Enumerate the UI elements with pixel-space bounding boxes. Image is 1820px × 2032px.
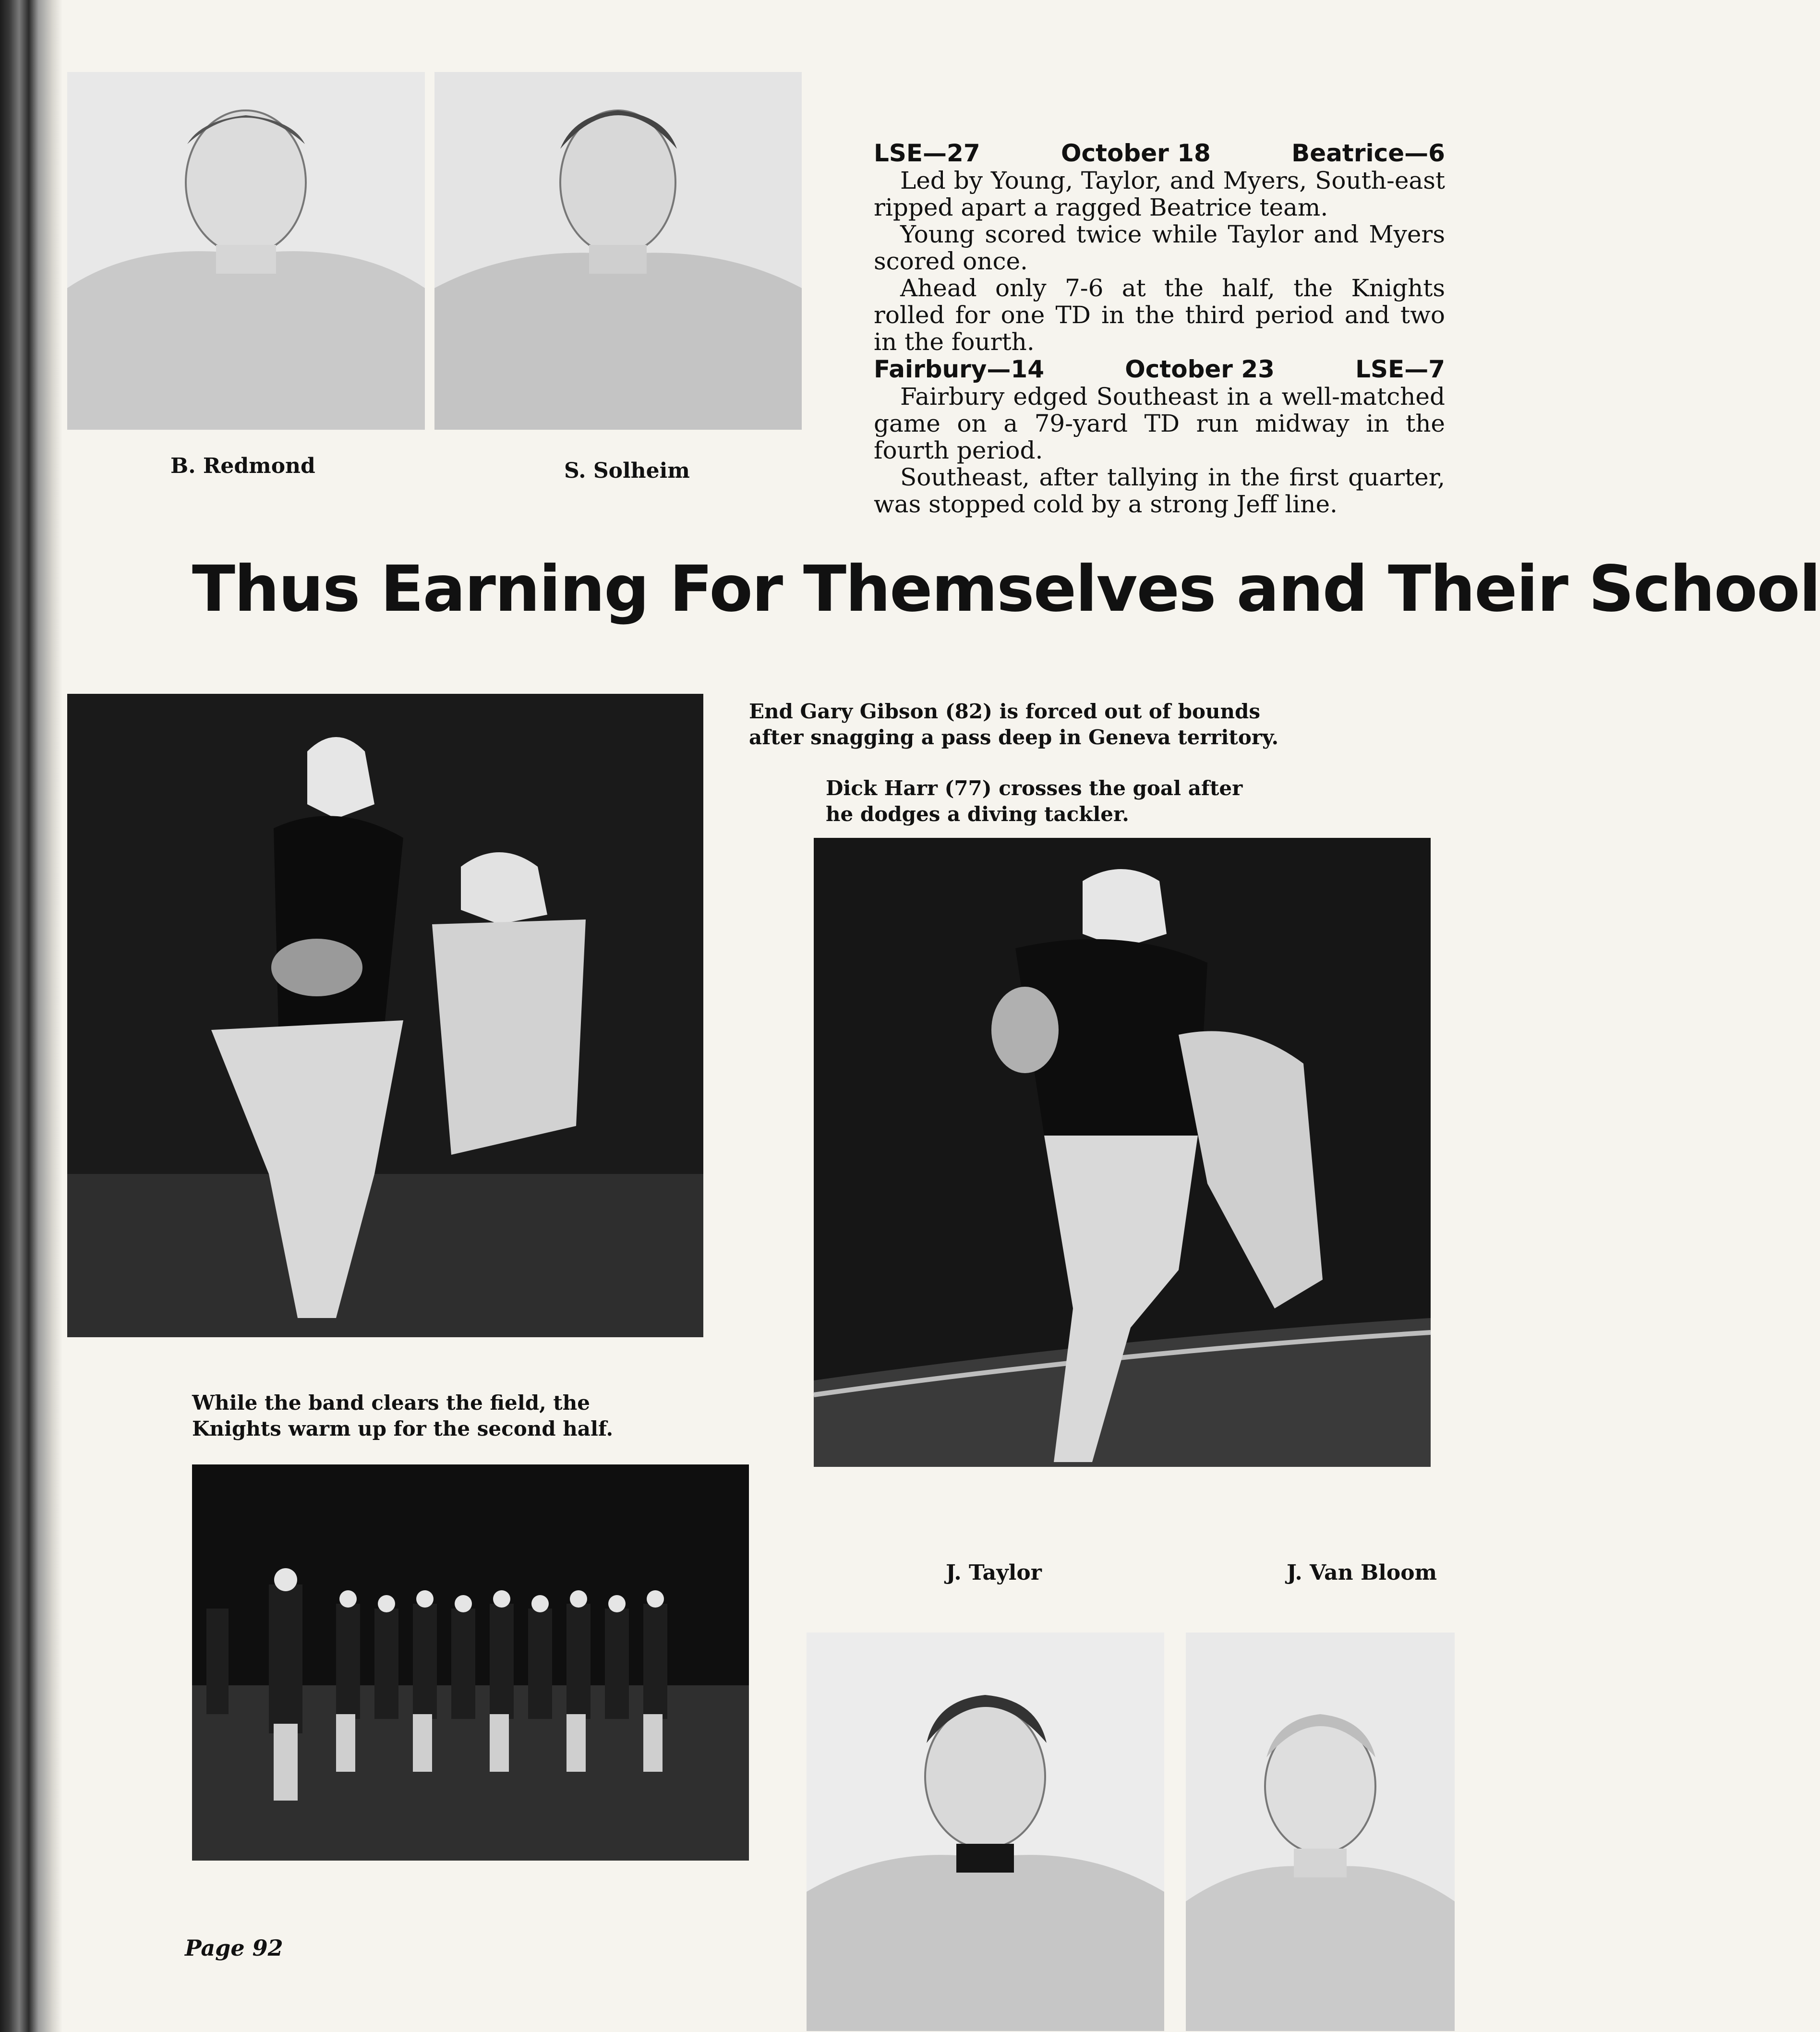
portrait-photo-redmond [67, 72, 425, 430]
portrait-photo-taylor [807, 1633, 1164, 2031]
action-photo-harr [814, 838, 1431, 1467]
score-right: LSE—7 [1355, 355, 1445, 383]
book-binding-edge [0, 0, 62, 2032]
caption-harr: Dick Harr (77) crosses the goal after he dodges a diving tackler. [826, 776, 1243, 826]
game-fairbury [874, 355, 1445, 518]
action-photo-warmup [192, 1464, 749, 1861]
portrait-caption-taylor: J. Taylor [946, 1560, 1042, 1585]
game-paragraph: Southeast, after tallying in the first quarter, was stopped cold by a strong Jeff line. [874, 463, 1445, 518]
score-right: Beatrice—6 [1291, 139, 1445, 167]
game-paragraph: Fairbury edged Southeast in a well-matched game on a 79-yard TD run midway in the fourth period. [874, 383, 1445, 464]
portrait-photo-van-bloom [1186, 1633, 1455, 2031]
game-date: October 23 [1125, 355, 1275, 383]
page-headline: Thus Earning For Themselves and Their School [192, 552, 1820, 626]
portrait-caption-van-bloom: J. Van Bloom [1287, 1560, 1437, 1585]
portrait-caption-solheim: S. Solheim [564, 459, 690, 483]
score-left: Fairbury—14 [874, 355, 1044, 383]
portrait-caption-redmond: B. Redmond [170, 454, 315, 478]
score-line [874, 139, 1445, 167]
page-number: Page 92 [185, 1935, 283, 1961]
caption-gibson: End Gary Gibson (82) is forced out of bounds after snagging a pass deep in Geneva territory. [749, 700, 1279, 749]
game-beatrice [874, 139, 1445, 355]
game-date: October 18 [1061, 139, 1211, 167]
game-paragraph: Young scored twice while Taylor and Myers scored once. [874, 220, 1445, 275]
portrait-photo-solheim [434, 72, 802, 430]
action-photo-gibson [67, 694, 703, 1337]
score-left: LSE—27 [874, 139, 980, 167]
caption-band: While the band clears the field, the Knights warm up for the second half. [192, 1391, 614, 1440]
game-paragraph: Led by Young, Taylor, and Myers, South-east ripped apart a ragged Beatrice team. [874, 167, 1445, 221]
game-paragraph: Ahead only 7-6 at the half, the Knights rolled for one TD in the third period and two in the fourth. [874, 274, 1445, 356]
score-line [874, 355, 1445, 383]
game-results [874, 139, 1445, 518]
